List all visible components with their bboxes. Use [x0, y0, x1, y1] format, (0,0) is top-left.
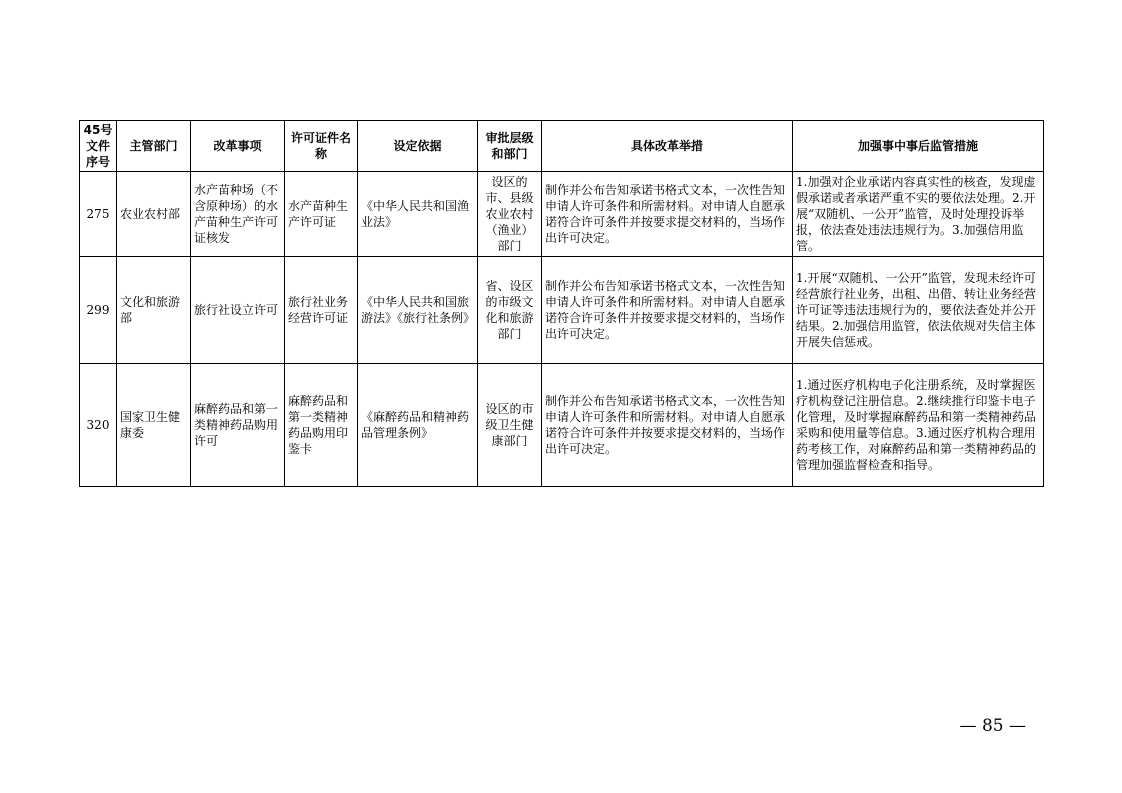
header-legal-basis: 设定依据 [358, 121, 478, 172]
cell-license-name: 水产苗种生产许可证 [285, 172, 358, 257]
header-department: 主管部门 [117, 121, 191, 172]
cell-reform-item: 麻醉药品和第一类精神药品购用许可 [191, 364, 285, 487]
cell-license-name: 麻醉药品和第一类精神药品购用印鉴卡 [285, 364, 358, 487]
cell-supervision-measures: 1.开展“双随机、一公开”监管，发现未经许可经营旅行社业务，出租、出借、转让业务经营许可证等违法违规行为的，要依法查处并公开结果。2.加强信用监管，依法依规对失信主体开展失信惩戒。 [793, 257, 1044, 364]
reform-table [79, 120, 1044, 487]
cell-legal-basis: 《中华人民共和国旅游法》《旅行社条例》 [358, 257, 478, 364]
header-supervision-measures: 加强事中事后监管措施 [793, 121, 1044, 172]
cell-license-name: 旅行社业务经营许可证 [285, 257, 358, 364]
cell-reform-measures: 制作并公布告知承诺书格式文本，一次性告知申请人许可条件和所需材料。对申请人自愿承诺符合许可条件并按要求提交材料的，当场作出许可决定。 [542, 364, 793, 487]
header-approval-level: 审批层级和部门 [478, 121, 542, 172]
cell-approval-level: 设区的市、县级农业农村（渔业）部门 [478, 172, 542, 257]
cell-reform-item: 旅行社设立许可 [191, 257, 285, 364]
table-row [80, 364, 1044, 487]
cell-department: 文化和旅游部 [117, 257, 191, 364]
header-reform-measures: 具体改革举措 [542, 121, 793, 172]
table-row [80, 172, 1044, 257]
header-serial: 45号文件序号 [80, 121, 117, 172]
cell-supervision-measures: 1.通过医疗机构电子化注册系统，及时掌握医疗机构登记注册信息。2.继续推行印鉴卡电子化管理，及时掌握麻醉药品和第一类精神药品采购和使用量等信息。3.通过医疗机构合理用药考核工作，对麻醉药品和第一类精神药品的管理加强监督检查和指导。 [793, 364, 1044, 487]
cell-serial: 275 [80, 172, 117, 257]
cell-department: 农业农村部 [117, 172, 191, 257]
header-license-name: 许可证件名称 [285, 121, 358, 172]
cell-approval-level: 省、设区的市级文化和旅游部门 [478, 257, 542, 364]
cell-serial: 299 [80, 257, 117, 364]
cell-approval-level: 设区的市级卫生健康部门 [478, 364, 542, 487]
cell-legal-basis: 《麻醉药品和精神药品管理条例》 [358, 364, 478, 487]
page-number: — 85 — [959, 716, 1026, 736]
cell-reform-measures: 制作并公布告知承诺书格式文本，一次性告知申请人许可条件和所需材料。对申请人自愿承诺符合许可条件并按要求提交材料的，当场作出许可决定。 [542, 172, 793, 257]
cell-supervision-measures: 1.加强对企业承诺内容真实性的核查，发现虚假承诺或者承诺严重不实的要依法处理。2.开展“双随机、一公开”监管，及时处理投诉举报，依法查处违法违规行为。3.加强信用监管。 [793, 172, 1044, 257]
cell-reform-item: 水产苗种场（不含原种场）的水产苗种生产许可证核发 [191, 172, 285, 257]
table-header-row [80, 121, 1044, 172]
table-row [80, 257, 1044, 364]
cell-serial: 320 [80, 364, 117, 487]
cell-reform-measures: 制作并公布告知承诺书格式文本，一次性告知申请人许可条件和所需材料。对申请人自愿承诺符合许可条件并按要求提交材料的，当场作出许可决定。 [542, 257, 793, 364]
cell-legal-basis: 《中华人民共和国渔业法》 [358, 172, 478, 257]
header-reform-item: 改革事项 [191, 121, 285, 172]
cell-department: 国家卫生健康委 [117, 364, 191, 487]
